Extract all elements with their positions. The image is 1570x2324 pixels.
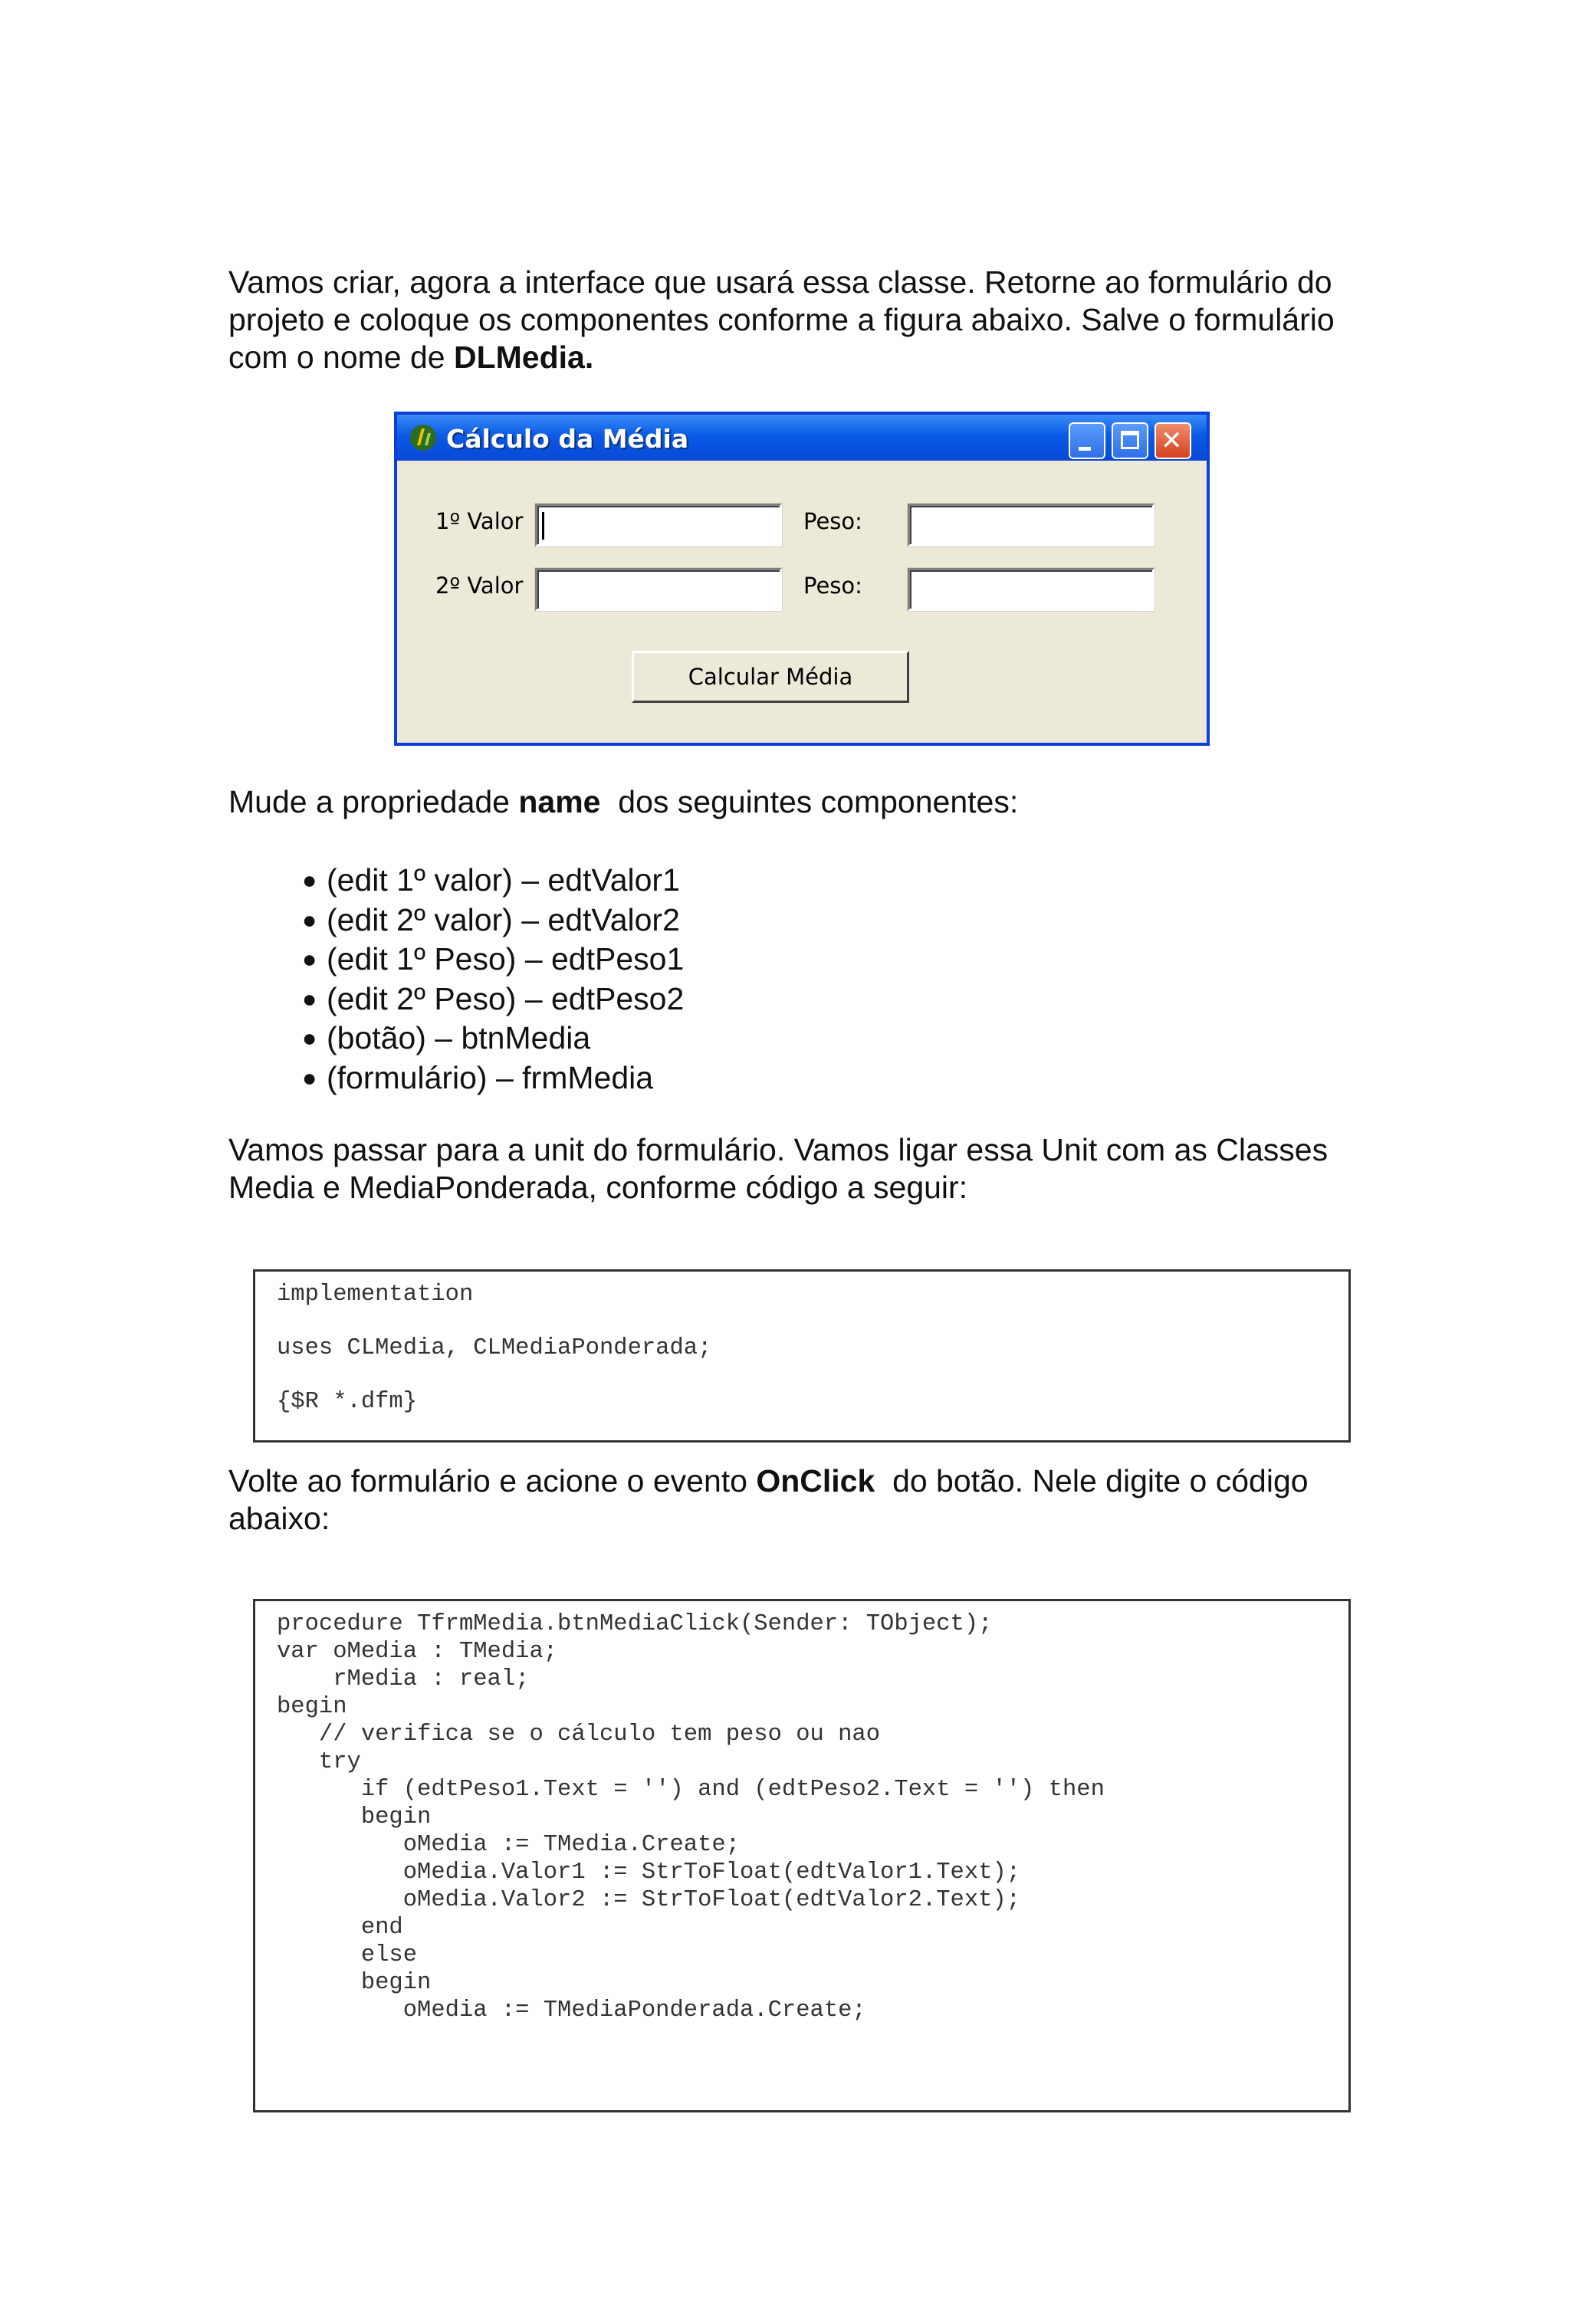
edit-valor-2[interactable]: [535, 568, 782, 611]
code-line: oMedia := TMediaPonderada.Create;: [277, 1997, 866, 2024]
list-item: ● (botão) – btnMedia: [228, 1019, 684, 1059]
minimize-button[interactable]: [1069, 422, 1105, 459]
minimize-icon: [1079, 447, 1091, 451]
onclick-paragraph: Volte ao formulário e acione o evento OnClick do botão. Nele digite o código abaixo:: [228, 1463, 1309, 1536]
form-screenshot-window: [394, 412, 1210, 746]
rename-paragraph: Mude a propriedade name dos seguintes componentes:: [228, 784, 1019, 819]
intro-line-1: Vamos criar, agora a interface que usará essa classe. Retorne ao formulário do: [228, 264, 1332, 300]
close-button[interactable]: [1155, 422, 1191, 459]
bullet-icon: ●: [302, 905, 317, 934]
window-titlebar: [397, 415, 1207, 461]
label-valor-2: 2º Valor: [435, 573, 524, 599]
code-line: oMedia.Valor1 := StrToFloat(edtValor1.Text);: [277, 1860, 1021, 1886]
label-peso-2: Peso:: [803, 573, 862, 599]
list-item: ● (edit 2º Peso) – edtPeso2: [228, 980, 684, 1019]
bullet-icon: ●: [302, 945, 317, 973]
code-line: {$R *.dfm}: [277, 1389, 418, 1415]
code-line: begin: [277, 1804, 432, 1830]
list-item: ● (formulário) – frmMedia: [228, 1059, 684, 1098]
edit-peso-1[interactable]: [908, 504, 1155, 547]
component-names-list: [228, 861, 684, 1098]
form-name-bold: DLMedia.: [454, 340, 594, 375]
maximize-button[interactable]: [1112, 422, 1148, 459]
close-icon: ✕: [1161, 425, 1183, 456]
list-item: ● (edit 1º valor) – edtValor1: [228, 861, 684, 901]
edit-valor-1[interactable]: [535, 504, 782, 547]
code-block-onclick: [253, 1599, 1351, 2112]
code-line: uses CLMedia, CLMediaPonderada;: [277, 1335, 712, 1361]
unit-paragraph: Vamos passar para a unit do formulário. Vamos ligar essa Unit com as Classes Media e MediaPonderada, conforme código a seguir:: [228, 1132, 1329, 1205]
code-line: implementation: [277, 1282, 474, 1308]
intro-line-3-prefix: com o nome de: [228, 340, 454, 375]
bullet-icon: ●: [302, 984, 317, 1013]
code-block-uses: [253, 1269, 1351, 1443]
code-line: try: [277, 1749, 361, 1775]
list-item: ● (edit 1º Peso) – edtPeso1: [228, 940, 684, 980]
code-line: // verifica se o cálculo tem peso ou nao: [277, 1722, 881, 1748]
bullet-icon: ●: [302, 1063, 317, 1091]
bullet-icon: ●: [302, 1024, 317, 1052]
intro-paragraph: [228, 264, 1378, 376]
label-peso-1: Peso:: [803, 508, 862, 534]
window-title: Cálculo da Média: [446, 424, 689, 454]
app-icon: [408, 422, 438, 453]
code-line: oMedia.Valor2 := StrToFloat(edtValor2.Text);: [277, 1887, 1021, 1913]
code-line: oMedia := TMedia.Create;: [277, 1832, 740, 1858]
name-property-bold: name: [518, 784, 601, 819]
calcular-media-button[interactable]: Calcular Média: [632, 651, 909, 703]
code-line: end: [277, 1915, 403, 1941]
text-caret: [542, 512, 544, 540]
code-line: if (edtPeso1.Text = '') and (edtPeso2.Text = '') then: [277, 1777, 1105, 1803]
intro-line-2: projeto e coloque os componentes conforme a figura abaixo. Salve o formulário: [228, 302, 1335, 337]
code-line: else: [277, 1942, 418, 1968]
code-line: begin: [277, 1694, 347, 1720]
edit-peso-2[interactable]: [908, 568, 1155, 611]
code-line: procedure TfrmMedia.btnMediaClick(Sender: TObject);: [277, 1611, 993, 1637]
onclick-event-bold: OnClick: [756, 1463, 875, 1498]
code-line: rMedia : real;: [277, 1666, 530, 1692]
bullet-icon: ●: [302, 866, 317, 894]
code-line: var oMedia : TMedia;: [277, 1639, 558, 1665]
code-line: begin: [277, 1970, 432, 1996]
list-item: ● (edit 2º valor) – edtValor2: [228, 901, 684, 940]
label-valor-1: 1º Valor: [435, 508, 524, 534]
maximize-icon: [1121, 431, 1139, 449]
